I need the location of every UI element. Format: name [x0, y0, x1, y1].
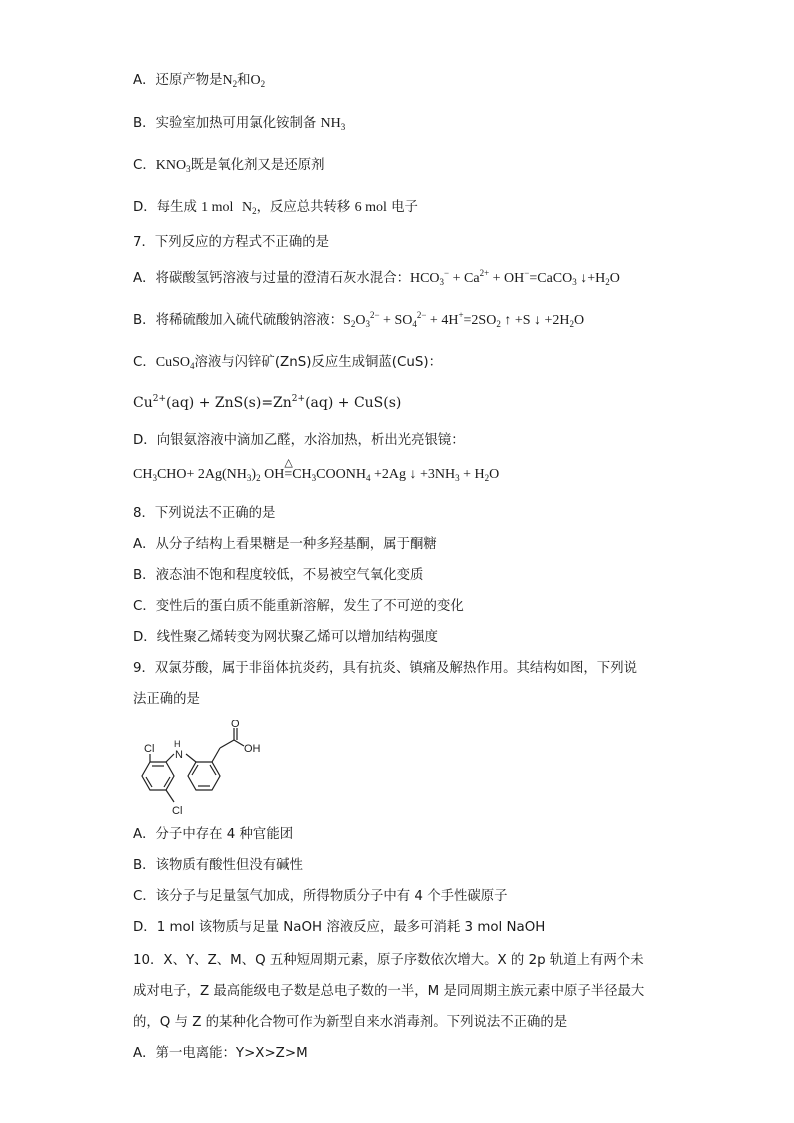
q8-option-c: C．变性后的蛋白质不能重新溶解，发生了不可逆的变化 — [133, 599, 464, 614]
eq-part: COONH — [316, 467, 366, 482]
eq-part: ↓+H — [576, 271, 606, 286]
q9-stem-line2: 法正确的是 — [133, 692, 200, 707]
q6-d-text: D．每生成 — [133, 200, 197, 215]
q9-option-d: D．1 mol 该物质与足量 NaOH 溶液反应，最多可消耗 3 mol NaOH — [133, 920, 546, 935]
eq-part: ↑ +S ↓ +2H — [500, 313, 570, 328]
subscript: 2 — [252, 206, 257, 216]
eq-part: OH — [260, 467, 285, 482]
subscript: 3 — [572, 277, 577, 287]
superscript: 2+ — [291, 394, 306, 404]
eq-part: O — [355, 313, 366, 328]
q6-c-label: C． — [133, 158, 156, 173]
q7-b-text: B．将稀硫酸加入硫代硫酸钠溶液： — [133, 313, 344, 328]
subscript: 3 — [365, 319, 370, 329]
subscript: 4 — [365, 473, 371, 483]
eq-part: + OH — [489, 271, 525, 286]
subscript: 2 — [232, 79, 238, 89]
diclofenac-structure — [130, 720, 270, 820]
n-label: N — [175, 749, 183, 761]
eq-part: + Ca — [449, 271, 480, 286]
superscript: 2+ — [152, 394, 167, 404]
eq-part: S — [343, 313, 351, 328]
eq-part: ) — [251, 467, 257, 482]
subscript: 2 — [350, 319, 356, 329]
q6-d-tail: 电子 — [391, 200, 418, 215]
cl-label-top: Cl — [144, 743, 155, 755]
q9-option-c: C．该分子与足量氢气加成，所得物质分子中有 4 个手性碳原子 — [133, 889, 508, 904]
q6-option-a — [133, 72, 265, 90]
eq-part: =CH — [284, 467, 312, 482]
eq-part: + H — [459, 467, 485, 482]
q6-option-d — [133, 199, 418, 217]
eq-part: Cu — [133, 395, 153, 411]
eq-part: +2Ag ↓ +3NH — [370, 467, 456, 482]
q6-d-number: 6 mol — [354, 200, 387, 215]
q7-option-c — [133, 354, 442, 372]
q7-option-a — [133, 270, 620, 288]
q8-stem: 8．下列说法不正确的是 — [133, 506, 276, 521]
eq-part: O — [609, 271, 620, 286]
eq-part: (aq) + ZnS(s)=Zn — [166, 395, 292, 411]
eq-part: O — [574, 313, 585, 328]
subscript: 3 — [152, 473, 157, 483]
q10-option-a: A．第一电离能：Y>X>Z>M — [133, 1046, 308, 1061]
q7-b-equation — [343, 310, 585, 329]
subscript: 2 — [496, 319, 501, 329]
eq-part: CHO+ 2Ag(NH — [156, 467, 247, 482]
q7-c-equation — [133, 394, 401, 412]
q6-option-c — [133, 157, 325, 175]
subscript: 4 — [189, 361, 195, 371]
subscript: 3 — [246, 473, 252, 483]
eq-part: CH — [133, 467, 153, 482]
subscript: 3 — [455, 473, 460, 483]
subscript: 2 — [569, 319, 574, 329]
formula-o2: O — [250, 73, 261, 88]
eq-part: =CaCO — [529, 271, 573, 286]
q10-stem-line3: 的，Q 与 Z 的某种化合物可作为新型自来水消毒剂。下列说法不正确的是 — [133, 1015, 568, 1030]
q9-stem-line1: 9．双氯芬酸，属于非甾体抗炎药，具有抗炎、镇痛及解热作用。其结构如图，下列说 — [133, 661, 637, 676]
q6-c-text: 既是氧化剂又是还原剂 — [190, 158, 325, 173]
superscript: − — [444, 268, 450, 278]
q6-d-post: ，反应总共转移 — [256, 200, 351, 215]
subscript: 2 — [260, 79, 266, 89]
formula-n2: N — [222, 73, 233, 88]
q7-c-label: C． — [133, 355, 156, 370]
q6-option-b — [133, 115, 345, 133]
q7-a-text: A．将碳酸氢钙溶液与过量的澄清石灰水混合： — [133, 271, 410, 286]
eq-part: =2SO — [463, 313, 497, 328]
eq-part: HCO — [409, 271, 440, 286]
formula-nh3: NH — [320, 116, 341, 131]
subscript: 3 — [340, 122, 346, 132]
formula-kno3: KNO — [155, 158, 187, 173]
subscript: 3 — [186, 164, 191, 174]
q6-b-text: B．实验室加热可用氯化铵制备 — [133, 116, 317, 131]
superscript: + — [458, 310, 464, 320]
eq-part: O — [489, 467, 500, 482]
q8-option-b: B．液态油不饱和程度较低，不易被空气氧化变质 — [133, 568, 424, 583]
heat-triangle-icon: △ — [284, 457, 293, 469]
q7-option-b — [133, 312, 584, 330]
subscript: 4 — [412, 319, 417, 329]
q7-a-equation — [409, 268, 620, 287]
q7-option-d: D．向银氨溶液中滴加乙醛，水浴加热，析出光亮银镜： — [133, 433, 465, 448]
superscript: 2− — [416, 310, 427, 320]
q6-d-amount: 1 mol — [201, 200, 234, 215]
formula-n2: N — [241, 200, 253, 215]
superscript: − — [524, 268, 530, 278]
superscript: 2+ — [479, 268, 490, 278]
q7-d-equation — [133, 457, 500, 484]
oh-label: OH — [244, 743, 261, 755]
superscript: 2− — [369, 310, 380, 320]
subscript: 2 — [484, 473, 490, 483]
subscript: 3 — [439, 277, 445, 287]
o-label: O — [231, 720, 240, 730]
cl-label-bottom: Cl — [172, 805, 183, 817]
subscript: 2 — [605, 277, 610, 287]
q8-option-d: D．线性聚乙烯转变为网状聚乙烯可以增加结构强度 — [133, 630, 438, 645]
eq-part: + SO — [379, 313, 413, 328]
q7-c-text: 溶液与闪锌矿(ZnS)反应生成铜蓝(CuS)： — [194, 355, 442, 370]
eq-part: + 4H — [426, 313, 459, 328]
subscript: 2 — [256, 473, 261, 483]
q6-a-mid: 和 — [237, 73, 251, 88]
q9-option-a: A．分子中存在 4 种官能团 — [133, 827, 294, 842]
eq-part: (aq) + CuS(s) — [305, 395, 402, 411]
q7-stem: 7．下列反应的方程式不正确的是 — [133, 235, 329, 250]
q9-option-b: B．该物质有酸性但没有碱性 — [133, 858, 303, 873]
q10-stem-line2: 成对电子，Z 最高能级电子数是总电子数的一半，M 是同周期主族元素中原子半径最大 — [133, 984, 645, 999]
formula-cuso4: CuSO — [155, 355, 190, 370]
h-label: H — [174, 739, 181, 749]
q10-stem-line1: 10．X、Y、Z、M、Q 五种短周期元素，原子序数依次增大。X 的 2p 轨道上有两个未 — [133, 953, 644, 968]
q6-a-text: A．还原产物是 — [133, 73, 223, 88]
subscript: 3 — [311, 473, 317, 483]
q8-option-a: A．从分子结构上看果糖是一种多羟基酮，属于酮糖 — [133, 537, 437, 552]
